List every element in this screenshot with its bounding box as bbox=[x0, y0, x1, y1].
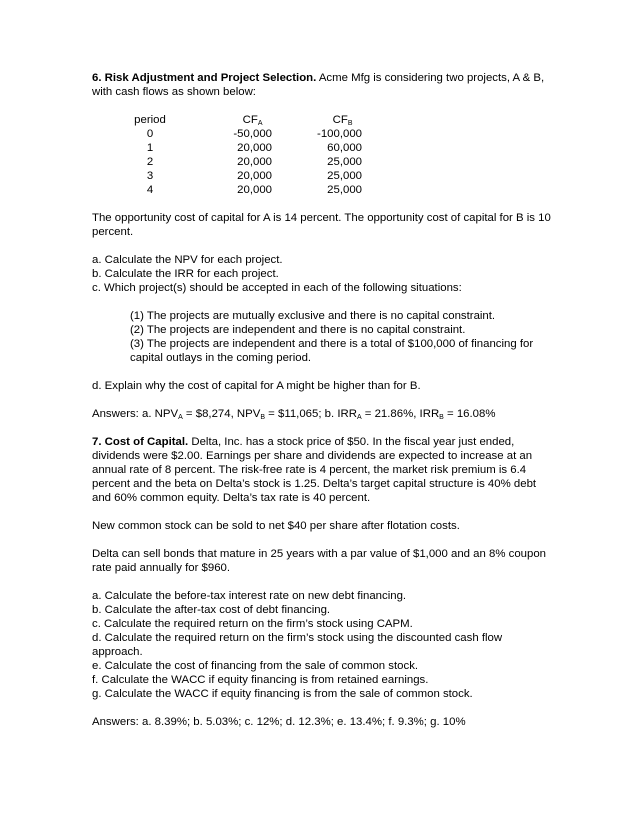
new-stock-text: New common stock can be sold to net $40 per share after flotation costs. bbox=[92, 520, 460, 532]
question-7g: g. Calculate the WACC if equity financing is from the sale of common stock. bbox=[92, 688, 473, 700]
cash-flow-table bbox=[130, 113, 362, 197]
header-cfb: $CF_B$ bbox=[332, 114, 353, 127]
situation-3: (3) The projects are independent and there is a total of $100,000 of financing for capital outlays in the coming period. bbox=[130, 338, 534, 364]
problem-6-intro: 6. Risk Adjustment and Project Selection. Acme Mfg is considering two projects, A & B, with cash flows as shown below: bbox=[92, 72, 545, 98]
question-7f: f. Calculate the WACC if equity financing is from retained earnings. bbox=[92, 674, 429, 686]
question-6a: a. Calculate the NPV for each project. bbox=[92, 254, 283, 266]
answers-6: Answers: a. $NPV_A$ = $8,274, $NPV_B$ = $11,065; b. $IRR_A = 21.86\%$, $IRR_B = 16.08\%$ bbox=[92, 408, 496, 421]
situation-1: (1) The projects are mutually exclusive and there is no capital constraint. bbox=[130, 310, 496, 322]
table-header-row bbox=[130, 113, 362, 127]
header-cfa: $CF_A$ bbox=[242, 114, 263, 127]
table-row: 0 -50,000 -100,000 bbox=[146, 128, 362, 140]
question-6c: c. Which project(s) should be accepted in each of the following situations: bbox=[92, 282, 462, 294]
question-6d: d. Explain why the cost of capital for A might be higher than for B. bbox=[92, 380, 421, 392]
header-period: period bbox=[134, 114, 166, 126]
table-row: 4 20,000 25,000 bbox=[146, 184, 362, 196]
document-page bbox=[92, 71, 552, 729]
table-row: 1 20,000 60,000 bbox=[146, 142, 362, 154]
question-7b: b. Calculate the after-tax cost of debt financing. bbox=[92, 604, 331, 616]
question-7a: a. Calculate the before-tax interest rate on new debt financing. bbox=[92, 590, 407, 602]
bonds-text: Delta can sell bonds that mature in 25 years with a par value of $1,000 and an 8% coupon rate paid annually for $960. bbox=[92, 548, 547, 574]
question-7e: e. Calculate the cost of financing from the sale of common stock. bbox=[92, 660, 419, 672]
question-7d: d. Calculate the required return on the firm’s stock using the discounted cash flow approach. bbox=[92, 632, 503, 658]
situation-2: (2) The projects are independent and there is no capital constraint. bbox=[130, 324, 466, 336]
table-row: 2 20,000 25,000 bbox=[146, 156, 362, 168]
answers-7: Answers: a. 8.39%; b. 5.03%; c. 12%; d. 12.3%; e. 13.4%; f. 9.3%; g. 10% bbox=[92, 716, 466, 728]
table-row: 3 20,000 25,000 bbox=[146, 170, 362, 182]
question-7c: c. Calculate the required return on the firm’s stock using CAPM. bbox=[92, 618, 413, 630]
question-6b: b. Calculate the IRR for each project. bbox=[92, 268, 279, 280]
problem-7-intro: 7. Cost of Capital. Delta, Inc. has a stock price of $50. In the fiscal year just ended, dividends were $2.00. Earnings per share and dividends are expected to increase at an annual rate of 8 percent. The risk-free rate is 4 percent, the market risk premium is 6.4 percent and the beta on Delta’s stock is 1.25. Delta’s target capital structure is 40% debt and 60% common equity. Delta’s tax rate is 40 percent. bbox=[92, 436, 537, 504]
opportunity-cost-text: The opportunity cost of capital for A is 14 percent. The opportunity cost of capital for B is 10 percent. bbox=[92, 212, 551, 238]
problem-6-heading: 6. Risk Adjustment and Project Selection. bbox=[92, 72, 317, 84]
problem-7-heading: 7. Cost of Capital. bbox=[92, 436, 189, 448]
